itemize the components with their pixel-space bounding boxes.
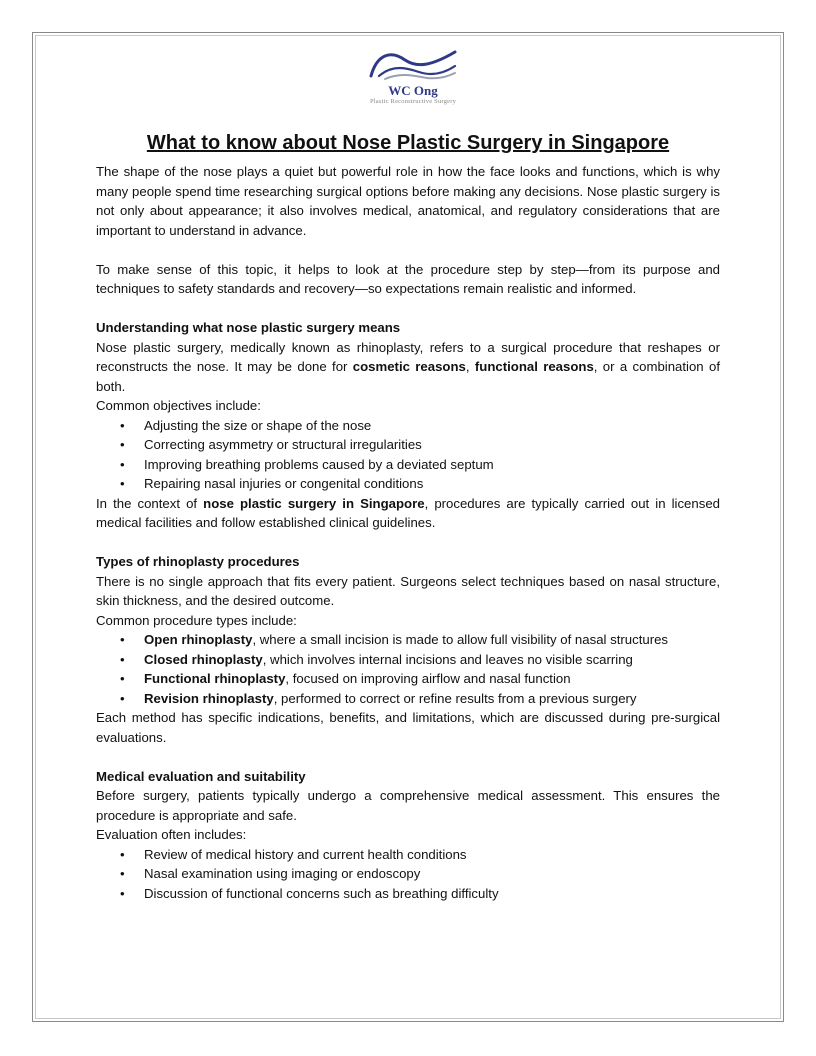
- section1-paragraph: Nose plastic surgery, medically known as rhinoplasty, refers to a surgical procedure that reshapes or reconstructs the nose. It may be done for cosmetic reasons, functional reasons, or a combination of both.: [96, 339, 720, 394]
- list-item: • Correcting asymmetry or structural irregularities: [144, 435, 720, 455]
- list-item: • Functional rhinoplasty, focused on improving airflow and nasal function: [144, 669, 720, 689]
- article-body: [96, 130, 720, 903]
- section2-paragraph: There is no single approach that fits every patient. Surgeons select techniques based on nasal structure, skin thickness, and the desired outcome.: [96, 573, 720, 608]
- wc-ong-logo: [358, 46, 468, 116]
- objectives-list: [96, 416, 720, 494]
- list-item: • Closed rhinoplasty, which involves internal incisions and leaves no visible scarring: [144, 650, 720, 670]
- section1-closing: In the context of nose plastic surgery in Singapore, procedures are typically carried out in licensed medical facilities and follow established clinical guidelines.: [96, 495, 720, 530]
- list-item: • Repairing nasal injuries or congenital conditions: [144, 474, 720, 494]
- section2-list-intro: Common procedure types include:: [96, 612, 297, 628]
- list-item: • Nasal examination using imaging or endoscopy: [144, 864, 720, 884]
- section1-list-intro: Common objectives include:: [96, 398, 261, 413]
- bold-cosmetic-reasons: cosmetic reasons: [352, 359, 466, 374]
- procedure-types-list: [96, 630, 720, 708]
- section-heading-evaluation: Medical evaluation and suitability: [96, 768, 306, 784]
- list-item: • Open rhinoplasty, where a small incision is made to allow full visibility of nasal structures: [144, 630, 720, 650]
- section-heading-meaning: Understanding what nose plastic surgery means: [96, 320, 401, 335]
- section3-paragraph: Before surgery, patients typically undergo a comprehensive medical assessment. This ensures the procedure is appropriate and safe.: [96, 788, 720, 823]
- logo-name: WC Ong: [388, 83, 438, 98]
- section-heading-types: Types of rhinoplasty procedures: [96, 554, 300, 569]
- list-item: • Adjusting the size or shape of the nose: [144, 416, 720, 436]
- intro-paragraph-1: The shape of the nose plays a quiet but powerful role in how the face looks and functions, which is why many people spend time researching surgical options before making any decisions. Nose plastic surgery is not only about appearance; it also involves medical, anatomical, and regulatory considerations that are important to understand in advance.: [96, 164, 720, 238]
- logo-subtitle: Plastic Reconstructive Surgery: [369, 98, 457, 105]
- bold-functional-reasons: functional reasons: [474, 359, 594, 374]
- section2-closing: Each method has specific indications, benefits, and limitations, which are discussed during pre-surgical evaluations.: [96, 710, 720, 745]
- intro-paragraph-2: To make sense of this topic, it helps to look at the procedure step by step—from its purpose and techniques to safety standards and recovery—so expectations remain realistic and informed.: [96, 261, 720, 296]
- bold-nose-plastic-surgery-singapore: nose plastic surgery in Singapore: [203, 495, 425, 511]
- page-title: What to know about Nose Plastic Surgery in Singapore: [146, 132, 670, 154]
- evaluation-list: [96, 845, 720, 904]
- list-item: • Revision rhinoplasty, performed to correct or refine results from a previous surgery: [144, 689, 720, 709]
- wave-logo-icon: [365, 46, 461, 82]
- list-item: • Discussion of functional concerns such as breathing difficulty: [144, 884, 720, 904]
- list-item: • Review of medical history and current health conditions: [144, 845, 720, 865]
- list-item: • Improving breathing problems caused by a deviated septum: [144, 455, 720, 475]
- section3-list-intro: Evaluation often includes:: [96, 827, 247, 842]
